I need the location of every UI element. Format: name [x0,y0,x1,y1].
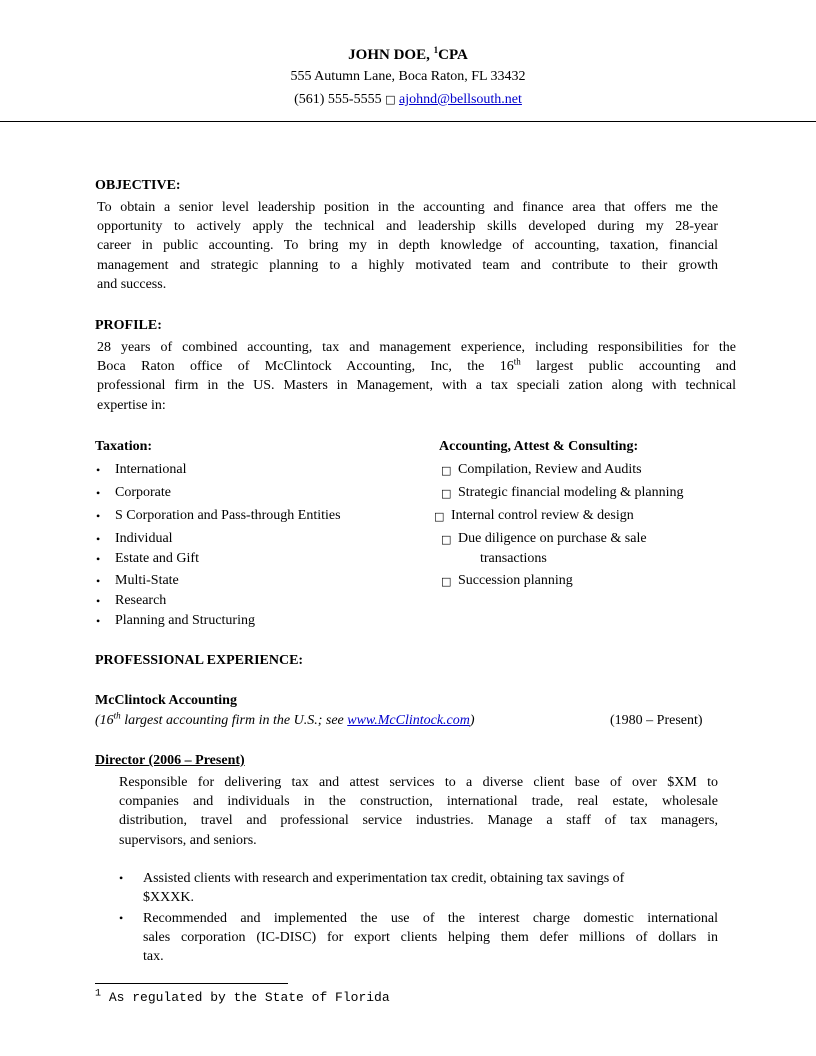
header-divider [0,121,816,122]
contact-line [0,92,816,108]
accounting-heading: Accounting, Attest & Consulting: [439,439,639,454]
bullet-icon: • [96,486,101,500]
resume-name: JOHN DOE, $^1$CPA [348,45,468,63]
footnote-divider [95,983,288,984]
list-item: Succession planning [458,573,573,588]
list-item: Individual [115,531,173,546]
taxation-heading: Taxation: [95,439,153,454]
list-item: International [115,462,187,477]
email-link[interactable]: ajohnd@bellsouth.net [398,92,522,107]
company-dates: (1980 – Present) [610,713,703,728]
checkbox-bullet-icon: □ [441,533,452,546]
achievement-item: Recommended and implemented the use of the interest charge domestic international sales corporation (IC-DISC) for export clients helping them defer millions of dollars in tax. [143,911,718,965]
objective-heading: OBJECTIVE: [95,178,181,193]
list-item: Internal control review & design [451,508,634,523]
footnote-ref: 1 [433,45,439,55]
phone: (561) 555-5555 [294,92,386,107]
role-title: Director (2006 – Present) [95,753,245,768]
list-item: Research [115,593,167,608]
objective-text: To obtain a senior level leadership position in the accounting and finance area that offers me the opportunity to actively apply the technical and leadership skills developed during my 28-year career in public accounting. To bring my in depth knowledge of accounting, taxation, financial management and strategic planning to a highly motivated team and contribute to their growth and success. [97,200,718,292]
bullet-icon: • [96,614,101,628]
list-item-continuation: transactions [480,551,547,566]
bullet-icon: • [96,463,101,477]
bullet-icon: • [119,911,124,925]
bullet-icon: • [96,552,101,566]
company-website-link[interactable]: www.McClintock.com [347,713,470,728]
list-item: Multi-State [115,573,179,588]
profile-text: 28 years of combined accounting, tax and management experience, including responsibilities for the Boca Raton office of McClintock Accounting, Inc, the 16th largest public accounting and professional firm in the US. Masters in Management, with a tax speciali zation along with technical expertise in: [97,340,736,413]
role-description: Responsible for delivering tax and attest services to a diverse client base of over $XM to companies and individuals in the construction, international trade, real estate, wholesale distribution, travel and professional service industries. Manage a staff of tax managers, supervisors, and seniors. [119,775,718,848]
profile-heading: PROFILE: [95,318,162,333]
address: 555 Autumn Lane, Boca Raton, FL 33432 [290,69,526,84]
list-item: Due diligence on purchase & sale [458,531,647,546]
separator-box-icon: □ [385,93,396,106]
company-name: McClintock Accounting [95,693,237,708]
list-item: Strategic financial modeling & planning [458,485,684,500]
list-item: Estate and Gift [115,551,199,566]
bullet-icon: • [119,871,124,885]
list-item: Compilation, Review and Audits [458,462,642,477]
bullet-icon: • [96,532,101,546]
experience-heading: PROFESSIONAL EXPERIENCE: [95,653,304,668]
list-item: Planning and Structuring [115,613,255,628]
checkbox-bullet-icon: □ [441,575,452,588]
achievement-item: Assisted clients with research and experimentation tax credit, obtaining tax savings of $XXXK. [143,871,625,906]
bullet-icon: • [96,594,101,608]
list-item: S Corporation and Pass-through Entities [115,508,341,523]
footnote: $^1$ As regulated by the State of Florida [95,988,390,1005]
bullet-icon: • [96,509,101,523]
company-description: (16th largest accounting firm in the U.S.; see www.McClintock.com) [95,710,475,728]
bullet-icon: • [96,574,101,588]
list-item: Corporate [115,485,171,500]
checkbox-bullet-icon: □ [441,464,452,477]
checkbox-bullet-icon: □ [434,510,445,523]
checkbox-bullet-icon: □ [441,487,452,500]
